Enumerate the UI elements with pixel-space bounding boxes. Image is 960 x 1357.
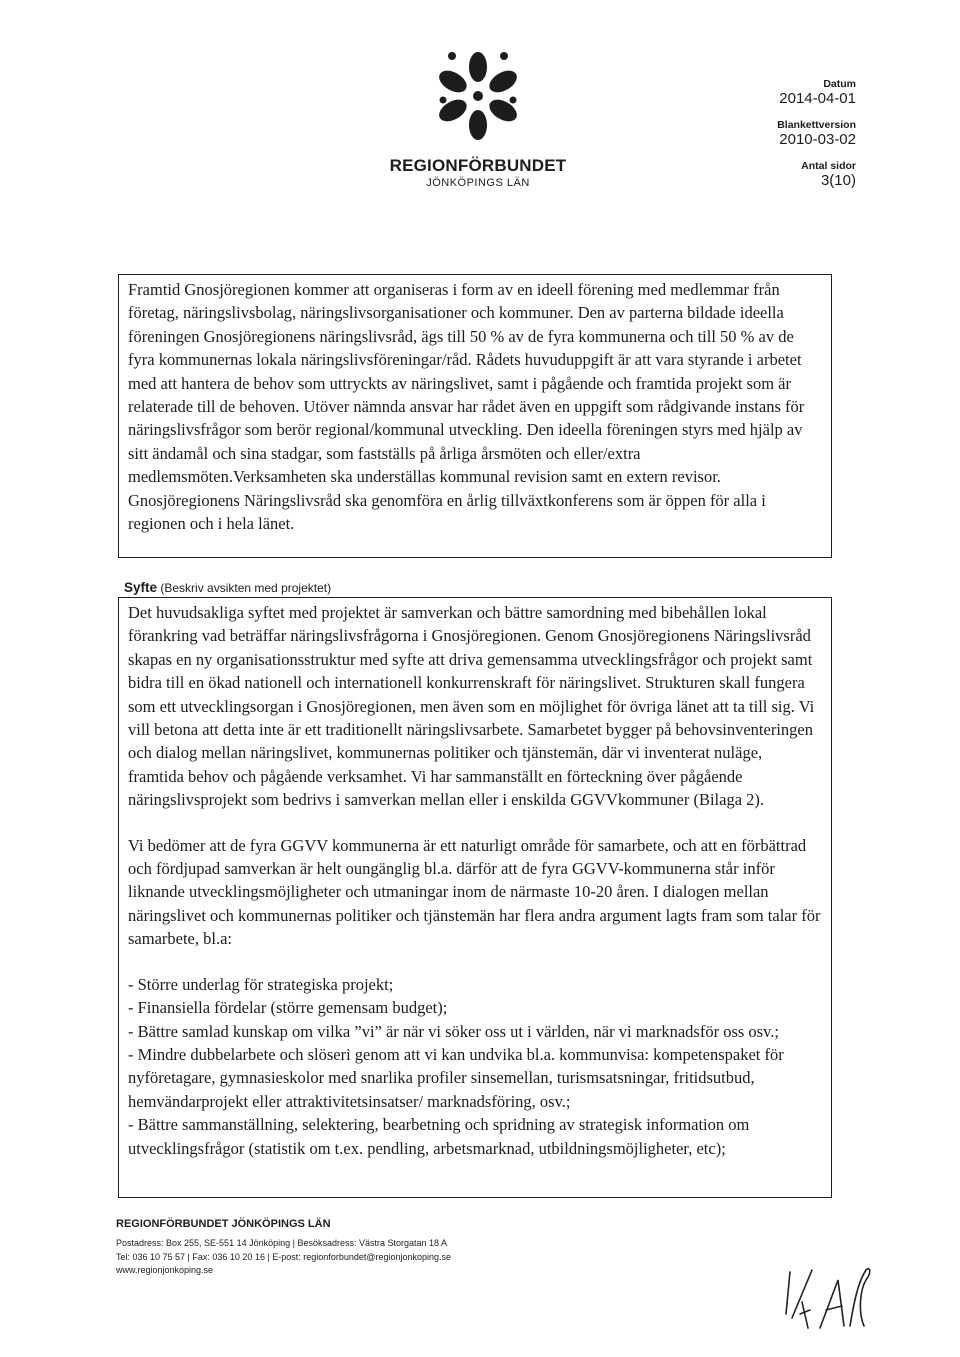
blankettversion-label: Blankettversion xyxy=(777,119,856,131)
syfte-paragraph-1: Det huvudsakliga syftet med projektet är samverkan och bättre samordning med bibehållen lokal förankring vad beträffar näringslivsfrågorna i Gnosjöregionen. Genom Gnosjöregionens Näringslivsråd skapas en ny organisationsstruktur med syfte att driva gemensamma utvecklingsfrågor och projekt samt bidra till en ökad nationell och internationell konkurrenskraft för näringslivet. Strukturen skall fungera som ett utvecklingsorgan i Gnosjöregionen, men även som en möjlighet för övriga länet att ta till sig. Vi vill betona att detta inte är ett traditionellt näringslivsarbete. Samarbetet bygger på behovsinventeringen och dialog mellan näringslivet, kommunernas politiker och tjänstemän, där vi inventerat nuläge, framtida behov och pågående verksamhet. Vi har sammanställt en förteckning över pågående näringslivsprojekt som bedrivs i samverkan mellan eller i enskilda GGVVkommuner (Bilaga 2). xyxy=(128,603,815,810)
org-name: REGIONFÖRBUNDET xyxy=(389,156,567,175)
organisation-paragraph: Framtid Gnosjöregionen kommer att organiseras i form av en ideell förening med medlemmar från företag, näringslivsbolag, näringslivsorganisationer och kommuner. Den av parterna bildade ideella föreningen Gnosjöregionens näringslivsråd, ägs till 50 % av de fyra kommunerna och till 50 % av de fyra kommunernas lokala näringslivsföreningar/råd. Rådets huvuduppgift är att vara styrande i arbetet med att hantera de behov som uttryckts av näringslivet, samt i pågående och framtida projekt som är relaterade till de behoven. Utöver nämnda ansvar har rådet även en uppgift som rådgivande instans för näringslivsfrågor som berör regional/kommunal utveckling. Den ideella föreningen styrs med hjälp av sitt ändamål och sina stadgar, som fastställs på årliga årsmöten och eller/extra medlemsmöten.Verksamheten ska underställas kommunal revision samt en extern revisor. Gnosjöregionens Näringslivsråd ska genomföra en årlig tillväxtkonferens som är öppen för alla i regionen och i hela länet. xyxy=(128,280,805,534)
footer-contact: Tel: 036 10 75 57 | Fax: 036 10 20 16 | E-post: regionforbundet@regionjonkoping.se xyxy=(116,1251,452,1262)
datum-value: 2014-04-01 xyxy=(779,90,856,107)
argument-list-item: - Bättre sammanställning, selektering, bearbetning och spridning av strategisk information om utvecklingsfrågor (statistik om t.ex. pendling, arbetsmarknad, utbildningsmöjligheter, etc); xyxy=(128,1115,750,1158)
antal-sidor-value: 3(10) xyxy=(820,172,856,189)
handwritten-initials xyxy=(780,1262,890,1337)
argument-list-item: - Bättre samlad kunskap om vilka ”vi” är när vi söker oss ut i världen, när vi marknadsför oss osv.; xyxy=(128,1021,779,1041)
org-subtitle: JÖNKÖPINGS LÄN xyxy=(426,177,530,189)
footer xyxy=(116,1218,451,1278)
blankettversion-value: 2010-03-02 xyxy=(779,131,856,148)
footer-title: REGIONFÖRBUNDET JÖNKÖPINGS LÄN xyxy=(116,1218,331,1230)
footer-address: Postadress: Box 255, SE-551 14 Jönköping | Besöksadress: Västra Storgatan 18 A xyxy=(116,1238,448,1248)
argument-list-item: - Finansiella fördelar (större gemensam budget); xyxy=(128,998,448,1018)
syfte-heading xyxy=(124,580,331,595)
syfte-label: Syfte xyxy=(124,580,158,595)
organisation-text-box xyxy=(118,274,832,558)
footer-website: www.regionjonkoping.se xyxy=(116,1265,214,1275)
syfte-paragraph-2: Vi bedömer att de fyra GGVV kommunerna är ett naturligt område för samarbete, och att en förbättrad och fördjupad samverkan är helt oungänglig bl.a. därför att de fyra GGVV-kommunerna står inför liknande utvecklingsmöjligheter och utmaningar inom de närmaste 10-20 åren. I dialogen mellan näringslivet och kommunernas politiker och tjänstemän har flera andra argument lagts fram som talar för samarbete, bl.a: xyxy=(128,835,821,949)
argument-list-item: - Mindre dubbelarbete och slöseri genom att vi kan undvika bl.a. kommunvisa: kompetenspaket för nyföretagare, gymnasieskolor med snarlika profiler sinsemellan, turismsatsningar, fritidsutbud, hemvändarprojekt eller attraktivitetsinsatser/ marknadsföring, osv.; xyxy=(128,1044,784,1111)
document-meta xyxy=(777,78,856,201)
syfte-hint: (Beskriv avsikten med projektet) xyxy=(160,581,332,595)
flower-emblem-icon xyxy=(438,46,518,150)
datum-label: Datum xyxy=(823,78,856,90)
organization-logo xyxy=(388,46,568,189)
syfte-text-box xyxy=(118,597,832,1198)
antal-sidor-label: Antal sidor xyxy=(801,160,856,172)
argument-list-item: - Större underlag för strategiska projekt; xyxy=(128,974,394,994)
